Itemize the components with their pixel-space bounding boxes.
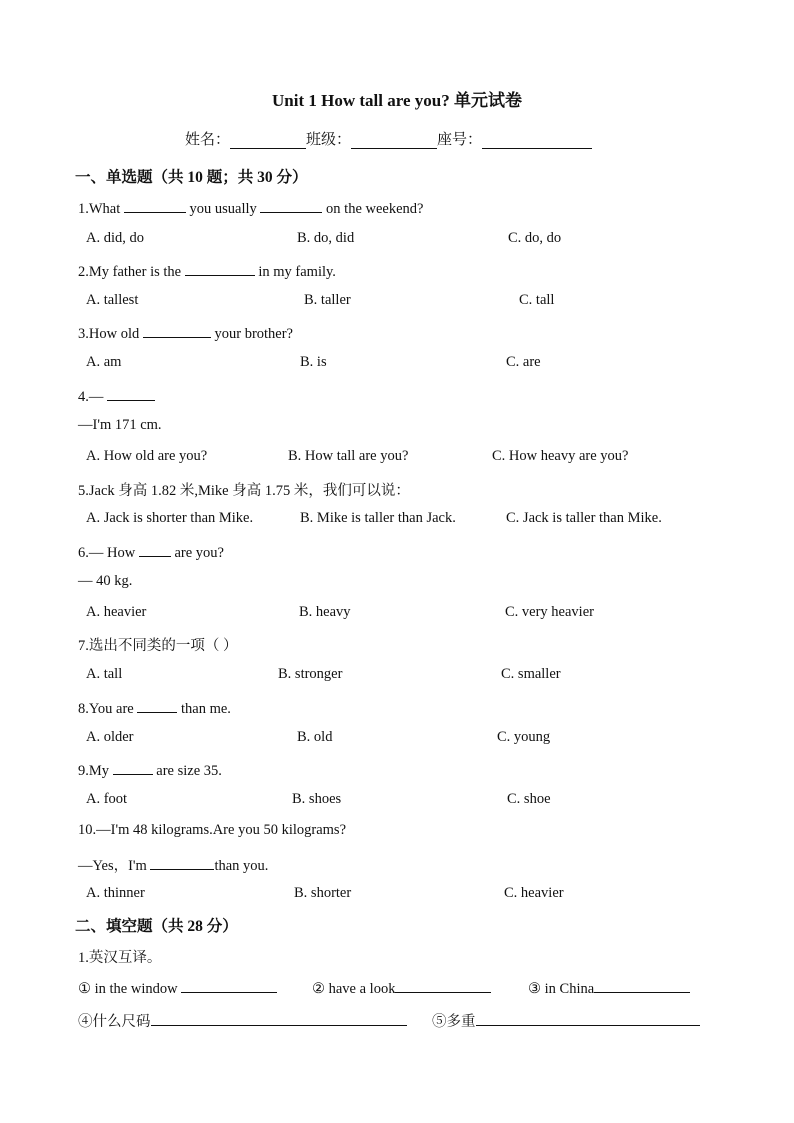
q8-option-a[interactable]: A. older [86,729,134,745]
answer-blank[interactable] [151,1011,407,1026]
name-label: 姓名： [185,132,231,148]
q2-option-b[interactable]: B. taller [304,292,351,308]
q10-option-a[interactable]: A. thinner [86,885,145,901]
translate-item-4: ④什么尺码 [78,1010,407,1031]
answer-blank[interactable] [107,386,155,401]
q8-option-b[interactable]: B. old [297,729,333,745]
class-label: 班级： [306,132,352,148]
q3-option-c[interactable]: C. are [506,354,541,370]
answer-blank[interactable] [594,978,690,993]
q3-option-b[interactable]: B. is [300,354,327,370]
page-title: Unit 1 How tall are you? 单元试卷 [272,91,522,110]
q5-option-a[interactable]: A. Jack is shorter than Mike. [86,510,254,526]
answer-blank[interactable] [143,323,211,338]
answer-blank[interactable] [139,542,171,557]
q4-option-b[interactable]: B. How tall are you? [288,448,409,464]
answer-blank[interactable] [260,198,322,213]
section-1-heading: 一、单选题（共 10 题；共 30 分） [75,169,308,186]
section-2-heading: 二、填空题（共 28 分） [75,918,238,935]
q7-option-b[interactable]: B. stronger [278,666,343,682]
seat-blank[interactable] [482,132,592,149]
answer-blank[interactable] [181,978,277,993]
answer-blank[interactable] [476,1011,700,1026]
answer-blank[interactable] [395,978,491,993]
q1-option-a[interactable]: A. did, do [86,230,144,246]
question-2: 2.My father is the in my family. [78,261,336,281]
q4-option-a[interactable]: A. How old are you? [86,448,208,464]
q9-option-b[interactable]: B. shoes [292,791,342,807]
translate-item-3: ③ in China [528,978,690,998]
q10-option-b[interactable]: B. shorter [294,885,352,901]
q2-option-c[interactable]: C. tall [519,292,555,308]
name-blank[interactable] [230,132,306,149]
question-8: 8.You are than me. [78,698,231,718]
q7-option-c[interactable]: C. smaller [501,666,561,682]
q1-option-c[interactable]: C. do, do [508,230,562,246]
answer-blank[interactable] [124,198,186,213]
q5-option-b[interactable]: B. Mike is taller than Jack. [300,510,456,526]
q2-option-a[interactable]: A. tallest [86,292,139,308]
q9-option-a[interactable]: A. foot [86,791,128,807]
answer-blank[interactable] [150,855,214,870]
q5-option-c[interactable]: C. Jack is taller than Mike. [506,510,662,526]
q3-option-a[interactable]: A. am [86,354,122,370]
question-3: 3.How old your brother? [78,323,293,343]
q7-option-a[interactable]: A. tall [86,666,123,682]
seat-label: 座号： [437,132,483,148]
q6-option-b[interactable]: B. heavy [299,604,351,620]
question-4-line2: —I'm 171 cm. [78,417,162,433]
answer-blank[interactable] [137,698,177,713]
q6-option-a[interactable]: A. heavier [86,604,147,620]
translate-item-5: ⑤多重 [432,1010,700,1031]
q1-option-b[interactable]: B. do, did [297,230,355,246]
q10-option-c[interactable]: C. heavier [504,885,564,901]
question-9: 9.My are size 35. [78,760,222,780]
q4-option-c[interactable]: C. How heavy are you? [492,448,629,464]
answer-blank[interactable] [113,760,153,775]
q6-option-c[interactable]: C. very heavier [505,604,594,620]
class-blank[interactable] [351,132,437,149]
answer-blank[interactable] [185,261,255,276]
question-1: 1.What you usually on the weekend? [78,198,423,218]
q9-option-c[interactable]: C. shoe [507,791,551,807]
translate-item-2: ② have a look [312,978,491,998]
question-4: 4.— [78,386,155,406]
translate-item-1: ① in the window [78,978,277,998]
question-10: 10.—I'm 48 kilograms.Are you 50 kilograms? [78,822,347,838]
question-6-line2: — 40 kg. [78,573,133,589]
student-info-line [185,128,592,149]
question-7: 7.选出不同类的一项（ ） [78,638,238,654]
question-6: 6.— How are you? [78,542,224,562]
question-10-line2: —Yes，I'm than you. [78,854,268,875]
q8-option-c[interactable]: C. young [497,729,551,745]
question-5: 5.Jack 身高 1.82 米,Mike 身高 1.75 米，我们可以说： [78,483,410,499]
fill-question-1: 1.英汉互译。 [78,950,162,966]
